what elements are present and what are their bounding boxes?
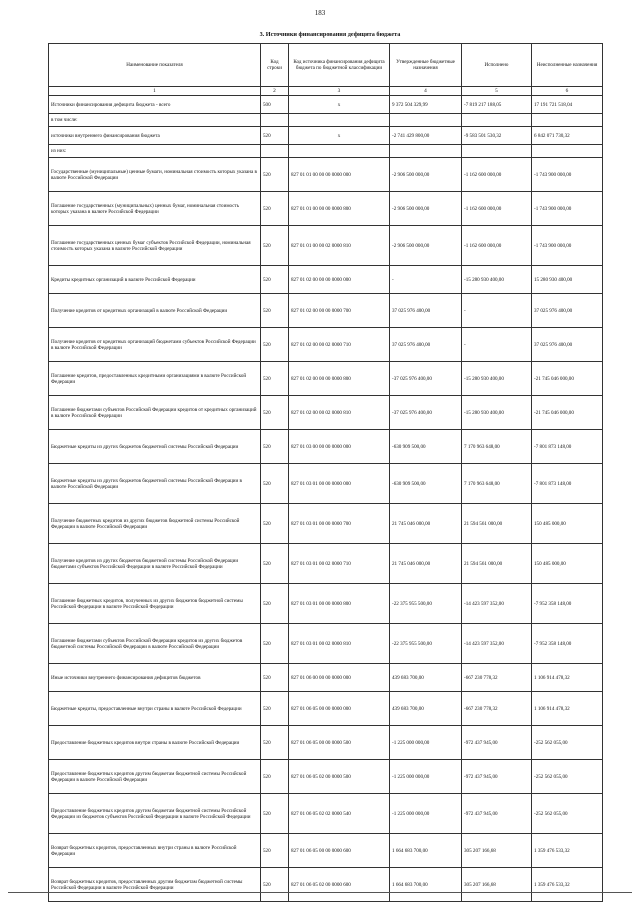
row-executed xyxy=(462,145,532,158)
row-source-code: 827 01 06 05 02 00 0000 500 xyxy=(289,760,390,794)
row-name: Получение кредитов из других бюджетов бюджетной системы Российской Федерации бюджетами субъектов Российской Федерации в валюте Российской Федерации xyxy=(49,544,261,584)
row-executed: 21 594 561 000,00 xyxy=(462,544,532,584)
row-line-code: 520 xyxy=(261,760,289,794)
row-line-code: 520 xyxy=(261,726,289,760)
row-executed: -9 583 501 530,32 xyxy=(462,127,532,145)
row-line-code: 520 xyxy=(261,692,289,726)
row-name: Получение кредитов от кредитных организаций бюджетами субъектов Российской Федерации в валюте Российской Федерации xyxy=(49,328,261,362)
row-executed: - xyxy=(462,328,532,362)
row-name: Погашение бюджетных кредитов, полученных из других бюджетов бюджетной системы Российской Федерации в валюте Российской Федерации xyxy=(49,584,261,624)
row-executed: 305 207 166,68 xyxy=(462,868,532,902)
row-approved: -2 906 500 000,00 xyxy=(390,226,462,266)
row-executed: -14 423 597 352,00 xyxy=(462,584,532,624)
table-row xyxy=(49,158,603,192)
row-approved: -2 906 500 000,00 xyxy=(390,192,462,226)
row-line-code: 520 xyxy=(261,624,289,664)
row-name: Иные источники внутреннего финансирования дефицитов бюджетов xyxy=(49,664,261,692)
row-executed: -15 280 930 400,00 xyxy=(462,396,532,430)
table-row xyxy=(49,760,603,794)
row-approved: -22 375 955 500,00 xyxy=(390,624,462,664)
row-unexecuted: 37 025 976 400,00 xyxy=(532,328,603,362)
row-line-code: 520 xyxy=(261,664,289,692)
table-row xyxy=(49,624,603,664)
row-unexecuted: 15 280 930 400,00 xyxy=(532,266,603,294)
row-line-code: 520 xyxy=(261,328,289,362)
row-source-code: 827 01 03 00 00 00 0000 000 xyxy=(289,430,390,464)
row-line-code xyxy=(261,145,289,158)
row-line-code: 520 xyxy=(261,362,289,396)
header-indicator-name: Наименование показателя xyxy=(49,44,261,87)
row-unexecuted: 1 106 914 478,32 xyxy=(532,664,603,692)
header-numbers-row xyxy=(49,87,603,96)
row-name: Бюджетные кредиты, предоставленные внутри страны в валюте Российской Федерации xyxy=(49,692,261,726)
row-approved xyxy=(390,145,462,158)
row-unexecuted: 17 191 721 518,04 xyxy=(532,96,603,114)
row-source-code: 827 01 06 05 00 00 0000 600 xyxy=(289,834,390,868)
row-unexecuted: -21 745 046 000,00 xyxy=(532,396,603,430)
row-source-code: 827 01 06 05 00 00 0000 000 xyxy=(289,692,390,726)
row-source-code: 827 01 03 01 00 00 0000 700 xyxy=(289,504,390,544)
row-unexecuted: -7 801 873 148,00 xyxy=(532,430,603,464)
row-source-code: 827 01 06 05 02 02 0000 540 xyxy=(289,794,390,834)
row-executed: -15 280 930 400,00 xyxy=(462,362,532,396)
row-executed: -972 437 945,00 xyxy=(462,760,532,794)
row-unexecuted: 150 485 000,00 xyxy=(532,544,603,584)
table-row xyxy=(49,834,603,868)
row-line-code xyxy=(261,114,289,127)
header-number: 3 xyxy=(289,87,390,96)
row-executed: - xyxy=(462,294,532,328)
row-approved: 439 683 700,00 xyxy=(390,664,462,692)
row-executed: -667 230 778,32 xyxy=(462,692,532,726)
row-line-code: 520 xyxy=(261,266,289,294)
row-source-code: 827 01 03 01 00 02 0000 810 xyxy=(289,624,390,664)
row-unexecuted: -7 952 358 148,00 xyxy=(532,584,603,624)
row-line-code: 520 xyxy=(261,294,289,328)
row-name: Погашение бюджетами субъектов Российской Федерации кредитов от кредитных организаций в валюте Российской Федерации xyxy=(49,396,261,430)
row-unexecuted: 6 842 071 730,32 xyxy=(532,127,603,145)
row-executed: 21 594 561 000,00 xyxy=(462,504,532,544)
table-row xyxy=(49,96,603,114)
row-source-code: 827 01 03 01 00 00 0000 800 xyxy=(289,584,390,624)
row-executed: 7 170 963 648,00 xyxy=(462,464,532,504)
table-row xyxy=(49,544,603,584)
row-executed: -14 423 597 352,00 xyxy=(462,624,532,664)
row-approved: 9 372 504 329,99 xyxy=(390,96,462,114)
row-approved: - xyxy=(390,266,462,294)
row-executed: -1 162 600 000,00 xyxy=(462,158,532,192)
header-row xyxy=(49,44,603,87)
row-source-code: x xyxy=(289,96,390,114)
row-executed: -972 437 945,00 xyxy=(462,794,532,834)
row-unexecuted: -7 801 873 148,00 xyxy=(532,464,603,504)
row-unexecuted: -7 952 358 148,00 xyxy=(532,624,603,664)
row-source-code xyxy=(289,145,390,158)
row-line-code: 520 xyxy=(261,504,289,544)
table-row xyxy=(49,294,603,328)
header-unexecuted: Неисполненные назначения xyxy=(532,44,603,87)
table-row xyxy=(49,328,603,362)
row-executed xyxy=(462,114,532,127)
table-row xyxy=(49,192,603,226)
row-approved: 37 025 976 400,00 xyxy=(390,328,462,362)
row-executed: -1 162 600 000,00 xyxy=(462,192,532,226)
row-approved: -2 741 429 800,00 xyxy=(390,127,462,145)
row-line-code: 520 xyxy=(261,192,289,226)
row-source-code: 827 01 02 00 00 02 0000 710 xyxy=(289,328,390,362)
header-line-code: Код строки xyxy=(261,44,289,87)
row-name: Источники финансирования дефицита бюджета - всего xyxy=(49,96,261,114)
table-row xyxy=(49,692,603,726)
row-name: Предоставление бюджетных кредитов другим бюджетам бюджетной системы Российской Федерации из бюджетов субъектов Российской Федерации в валюте Российской Федерации xyxy=(49,794,261,834)
table-row xyxy=(49,464,603,504)
row-unexecuted xyxy=(532,114,603,127)
row-name: из них: xyxy=(49,145,261,158)
row-approved: 21 745 046 000,00 xyxy=(390,544,462,584)
row-approved: -1 225 000 000,00 xyxy=(390,794,462,834)
row-source-code: 827 01 02 00 00 00 0000 000 xyxy=(289,266,390,294)
table-row xyxy=(49,430,603,464)
row-line-code: 520 xyxy=(261,464,289,504)
header-source-code: Код источника финансирования дефицита бюджета по бюджетной классификации xyxy=(289,44,390,87)
row-unexecuted xyxy=(532,145,603,158)
row-source-code: 827 01 06 05 00 00 0000 500 xyxy=(289,726,390,760)
header-number: 4 xyxy=(390,87,462,96)
table-row xyxy=(49,504,603,544)
row-source-code: 827 01 02 00 00 02 0000 810 xyxy=(289,396,390,430)
row-approved: -37 025 976 400,00 xyxy=(390,362,462,396)
row-line-code: 500 xyxy=(261,96,289,114)
row-unexecuted: -1 743 900 000,00 xyxy=(532,226,603,266)
row-executed: 305 207 166,68 xyxy=(462,834,532,868)
row-name: Погашение бюджетами субъектов Российской Федерации кредитов из других бюджетов бюджетной системы Российской Федерации в валюте Российской Федерации xyxy=(49,624,261,664)
row-name: Бюджетные кредиты из других бюджетов бюджетной системы Российской Федерации xyxy=(49,430,261,464)
row-source-code: 827 01 01 00 00 02 0000 810 xyxy=(289,226,390,266)
table-row xyxy=(49,266,603,294)
table-row xyxy=(49,362,603,396)
row-unexecuted: 1 359 476 533,32 xyxy=(532,868,603,902)
row-line-code: 520 xyxy=(261,544,289,584)
row-executed: -1 162 600 000,00 xyxy=(462,226,532,266)
row-name: Возврат бюджетных кредитов, предоставленных другим бюджетам бюджетной системы Российской Федерации в валюте Российской Федерации xyxy=(49,868,261,902)
page-bottom-divider xyxy=(8,892,632,893)
row-unexecuted: 150 485 000,00 xyxy=(532,504,603,544)
row-name: Кредиты кредитных организаций в валюте Российской Федерации xyxy=(49,266,261,294)
row-unexecuted: -1 743 900 000,00 xyxy=(532,158,603,192)
row-source-code: 827 01 01 00 00 00 0000 000 xyxy=(289,158,390,192)
row-unexecuted: -252 562 055,00 xyxy=(532,760,603,794)
row-line-code: 520 xyxy=(261,430,289,464)
row-source-code xyxy=(289,114,390,127)
row-source-code: 827 01 06 00 00 00 0000 000 xyxy=(289,664,390,692)
row-line-code: 520 xyxy=(261,794,289,834)
row-name: Получение бюджетных кредитов из других бюджетов бюджетной системы Российской Федерации в валюте Российской Федерации xyxy=(49,504,261,544)
table-row xyxy=(49,726,603,760)
row-approved: -1 225 000 000,00 xyxy=(390,760,462,794)
header-number: 2 xyxy=(261,87,289,96)
row-approved: -2 906 500 000,00 xyxy=(390,158,462,192)
row-line-code: 520 xyxy=(261,127,289,145)
table-row xyxy=(49,226,603,266)
row-line-code: 520 xyxy=(261,868,289,902)
table-row xyxy=(49,794,603,834)
row-name: Возврат бюджетных кредитов, предоставленных внутри страны в валюте Российской Федерации xyxy=(49,834,261,868)
row-line-code: 520 xyxy=(261,396,289,430)
header-approved: Утвержденные бюджетные назначения xyxy=(390,44,462,87)
row-line-code: 520 xyxy=(261,834,289,868)
row-unexecuted: -252 562 055,00 xyxy=(532,794,603,834)
row-unexecuted: -21 745 046 000,00 xyxy=(532,362,603,396)
row-approved: -37 025 976 400,00 xyxy=(390,396,462,430)
row-unexecuted: -1 743 900 000,00 xyxy=(532,192,603,226)
row-approved: -1 225 000 000,00 xyxy=(390,726,462,760)
header-number: 5 xyxy=(462,87,532,96)
table-row xyxy=(49,145,603,158)
table-row xyxy=(49,868,603,902)
row-name: Бюджетные кредиты из других бюджетов бюджетной системы Российской Федерации в валюте Российской Федерации xyxy=(49,464,261,504)
row-approved xyxy=(390,114,462,127)
row-name: источники внутреннего финансирования бюджета xyxy=(49,127,261,145)
table-row xyxy=(49,396,603,430)
row-source-code: 827 01 01 00 00 00 0000 800 xyxy=(289,192,390,226)
row-approved: 1 664 683 700,00 xyxy=(390,834,462,868)
row-executed: -972 437 945,00 xyxy=(462,726,532,760)
row-name: Предоставление бюджетных кредитов другим бюджетам бюджетной системы Российской Федерации в валюте Российской Федерации xyxy=(49,760,261,794)
row-name: Получение кредитов от кредитных организаций в валюте Российской Федерации xyxy=(49,294,261,328)
section-title: 3. Источники финансирования дефицита бюджета xyxy=(259,31,401,38)
row-source-code: 827 01 06 05 02 00 0000 600 xyxy=(289,868,390,902)
row-approved: 1 664 683 700,00 xyxy=(390,868,462,902)
row-name: Предоставление бюджетных кредитов внутри страны в валюте Российской Федерации xyxy=(49,726,261,760)
row-line-code: 520 xyxy=(261,158,289,192)
header-number: 1 xyxy=(49,87,261,96)
header-number: 6 xyxy=(532,87,603,96)
row-executed: -667 230 778,32 xyxy=(462,664,532,692)
row-approved: 37 025 976 400,00 xyxy=(390,294,462,328)
row-source-code: 827 01 02 00 00 00 0000 700 xyxy=(289,294,390,328)
row-approved: 21 745 046 000,00 xyxy=(390,504,462,544)
row-name: в том числе: xyxy=(49,114,261,127)
row-source-code: x xyxy=(289,127,390,145)
header-executed: Исполнено xyxy=(462,44,532,87)
table-row xyxy=(49,664,603,692)
row-name: Погашение государственных ценных бумаг субъектов Российской Федерации, номинальная стоимость которых указана в валюте Российской Федерации xyxy=(49,226,261,266)
row-line-code: 520 xyxy=(261,584,289,624)
financing-sources-table xyxy=(48,43,603,902)
row-approved: -630 909 500,00 xyxy=(390,430,462,464)
row-name: Погашение государственных (муниципальных) ценных бумаг, номинальная стоимость которых указана в валюте Российской Федерации xyxy=(49,192,261,226)
row-line-code: 520 xyxy=(261,226,289,266)
row-executed: -15 280 930 400,00 xyxy=(462,266,532,294)
row-executed: -7 819 217 188,05 xyxy=(462,96,532,114)
table-row xyxy=(49,584,603,624)
table-row xyxy=(49,114,603,127)
row-source-code: 827 01 03 01 00 02 0000 710 xyxy=(289,544,390,584)
row-name: Государственные (муниципальные) ценные бумаги, номинальная стоимость которых указана в валюте Российской Федерации xyxy=(49,158,261,192)
row-unexecuted: -252 562 055,00 xyxy=(532,726,603,760)
table-row xyxy=(49,127,603,145)
row-unexecuted: 37 025 976 400,00 xyxy=(532,294,603,328)
row-approved: -22 375 955 500,00 xyxy=(390,584,462,624)
row-name: Погашение кредитов, предоставленных кредитными организациями в валюте Российской Федерации xyxy=(49,362,261,396)
row-executed: 7 170 963 648,00 xyxy=(462,430,532,464)
row-source-code: 827 01 03 01 00 00 0000 000 xyxy=(289,464,390,504)
row-source-code: 827 01 02 00 00 00 0000 800 xyxy=(289,362,390,396)
row-unexecuted: 1 359 476 533,32 xyxy=(532,834,603,868)
row-approved: -630 909 500,00 xyxy=(390,464,462,504)
row-approved: 439 683 700,00 xyxy=(390,692,462,726)
row-unexecuted: 1 106 914 478,32 xyxy=(532,692,603,726)
page-number: 183 xyxy=(314,9,326,17)
